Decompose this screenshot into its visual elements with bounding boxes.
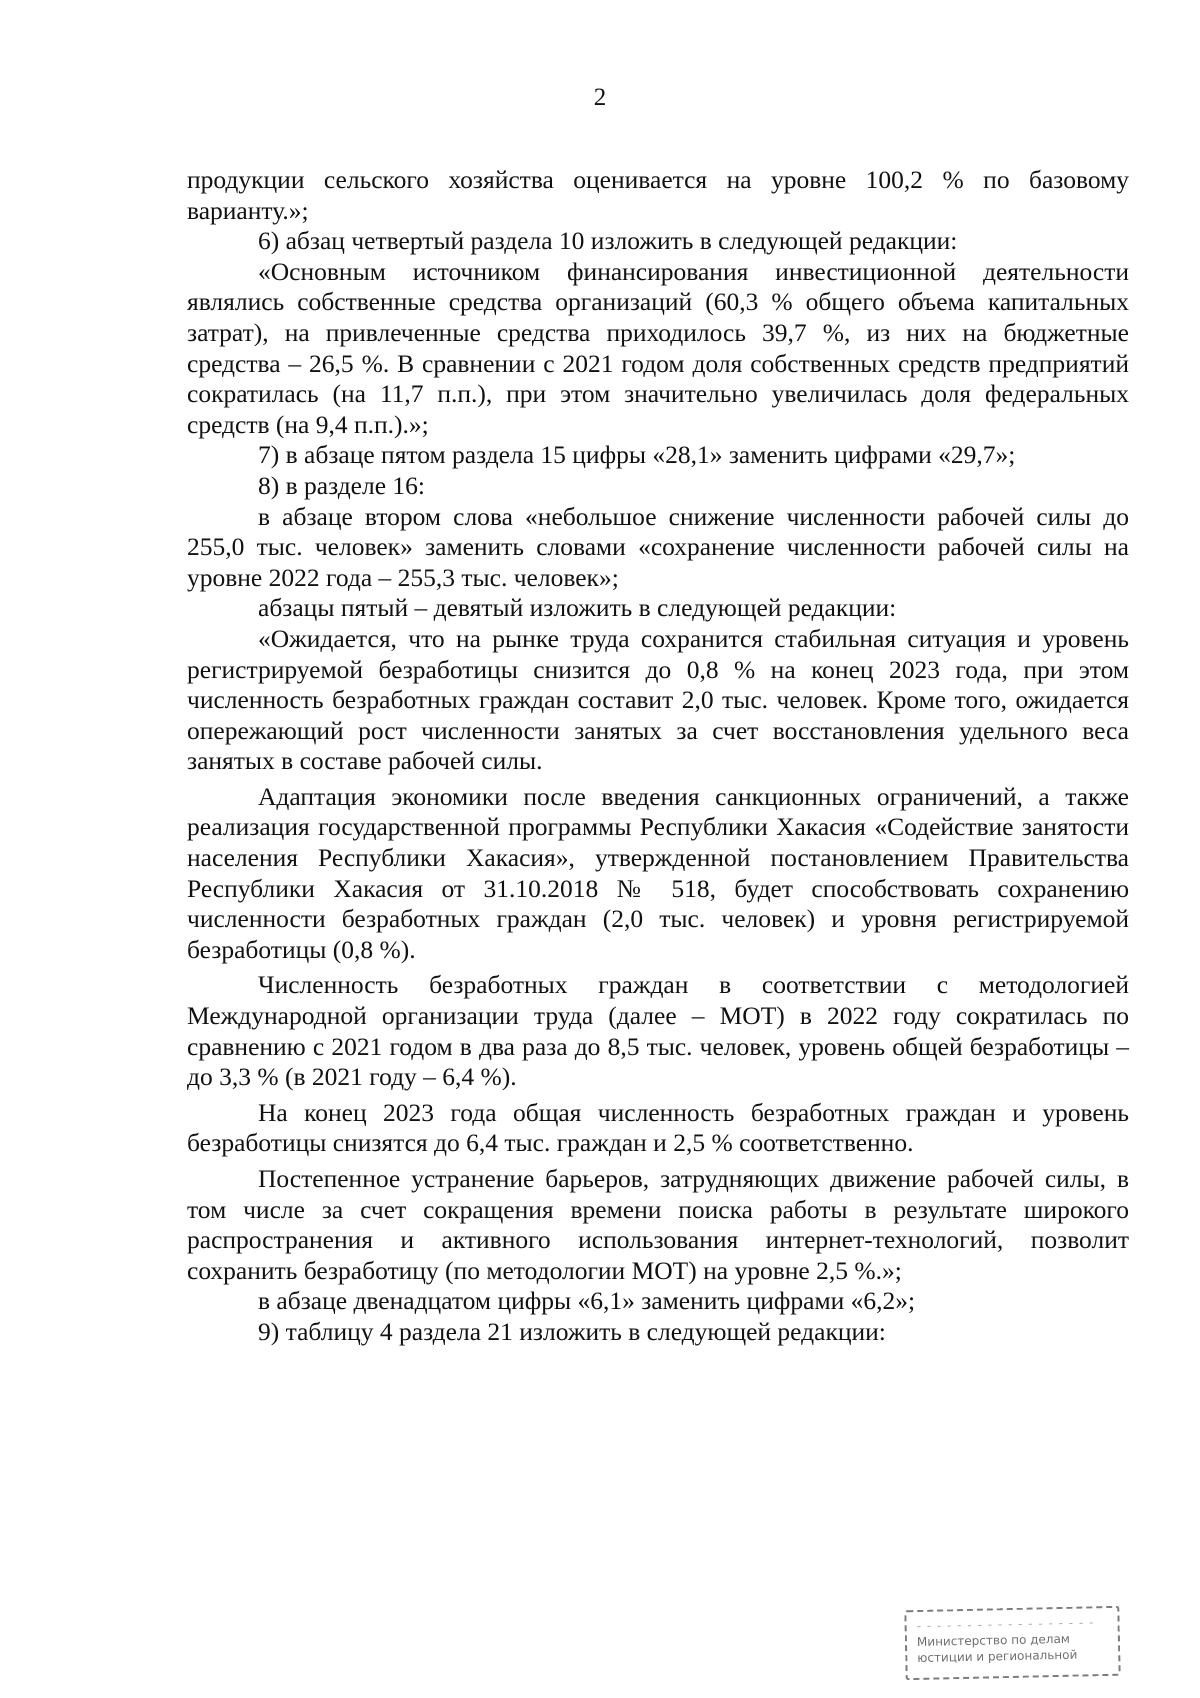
paragraph-quote-investment: «Основным источником финансирования инвестиционной деятельности являлись собственные средства организаций (60,3 % общего объема капитальных затрат), на привлеченные средства приходилось 39,7 %, из них на бюджетные средства – 26,5 %. В сравнении с 2021 годом доля собственных средств предприятий сократилась (на 11,7 п.п.), при этом значительно увеличилась доля федеральных средств (на 9,4 п.п.).»; — [187, 256, 1129, 439]
paragraph-ilo-unemployment: Численность безработных граждан в соответствии с методологией Международной организации труда (далее – МОТ) в 2022 году сократилась по сравнению с 2021 годом в два раза до 8,5 тыс. человек, уровень общей безработицы – до 3,3 % (в 2021 году – 6,4 %). — [187, 970, 1129, 1092]
document-body — [187, 165, 1129, 1348]
paragraph-fifth-ninth: абзацы пятый – девятый изложить в следующей редакции: — [258, 593, 897, 623]
stamp-line-1: Министерство по делам — [916, 1631, 1071, 1649]
paragraph-item-8: 8) в разделе 16: — [258, 470, 426, 500]
paragraph-item-6: 6) абзац четвертый раздела 10 изложить в следующей редакции: — [258, 226, 958, 256]
stamp-line-2: юстиции и региональной — [917, 1647, 1078, 1665]
page-number: 2 — [593, 84, 607, 111]
paragraph-item-7: 7) в абзаце пятом раздела 15 цифры «28,1» заменить цифрами «29,7»; — [258, 440, 1016, 470]
stamp-top-border: - - - - - - - - - - - - - - - - - - — [916, 1615, 1095, 1634]
paragraph-second-abzac: в абзаце втором слова «небольшое снижение численности рабочей силы до 255,0 тыс. человек» заменить словами «сохранение численности рабочей силы на уровне 2022 года – 255,3 тыс. человек»; — [187, 501, 1129, 592]
paragraph-continuation: продукции сельского хозяйства оценивается на уровне 100,2 % по базовому варианту.»; — [187, 165, 1129, 225]
paragraph-twelfth-abzac: в абзаце двенадцатом цифры «6,1» заменить цифрами «6,2»; — [258, 1286, 916, 1316]
paragraph-end-2023: На конец 2023 года общая численность безработных граждан и уровень безработицы снизятся до 6,4 тыс. граждан и 2,5 % соответственно. — [187, 1097, 1129, 1158]
paragraph-barriers: Постепенное устранение барьеров, затрудняющих движение рабочей силы, в том числе за счет сокращения времени поиска работы в результате широкого распространения и активного использования интернет-технологий, позволит сохранить безработицу (по методологии МОТ) на уровне 2,5 %.»; — [187, 1164, 1129, 1285]
ministry-stamp — [904, 1606, 1120, 1680]
paragraph-item-9: 9) таблицу 4 раздела 21 изложить в следующей редакции: — [258, 1316, 886, 1346]
paragraph-quote-labor-market: «Ожидается, что на рынке труда сохранится стабильная ситуация и уровень регистрируемой безработицы снизится до 0,8 % на конец 2023 года, при этом численность безработных граждан составит 2,0 тыс. человек. Кроме того, ожидается опережающий рост численности занятых за счет восстановления удельного веса занятых в составе рабочей силы. — [187, 623, 1129, 776]
paragraph-adaptation: Адаптация экономики после введения санкционных ограничений, а также реализация государственной программы Республики Хакасия «Содействие занятости населения Республики Хакасия», утвержденной постановлением Правительства Республики Хакасия от 31.10.2018 № 518, будет способствовать сохранению численности безработных граждан (2,0 тыс. человек) и уровня регистрируемой безработицы (0,8 %). — [187, 781, 1129, 964]
